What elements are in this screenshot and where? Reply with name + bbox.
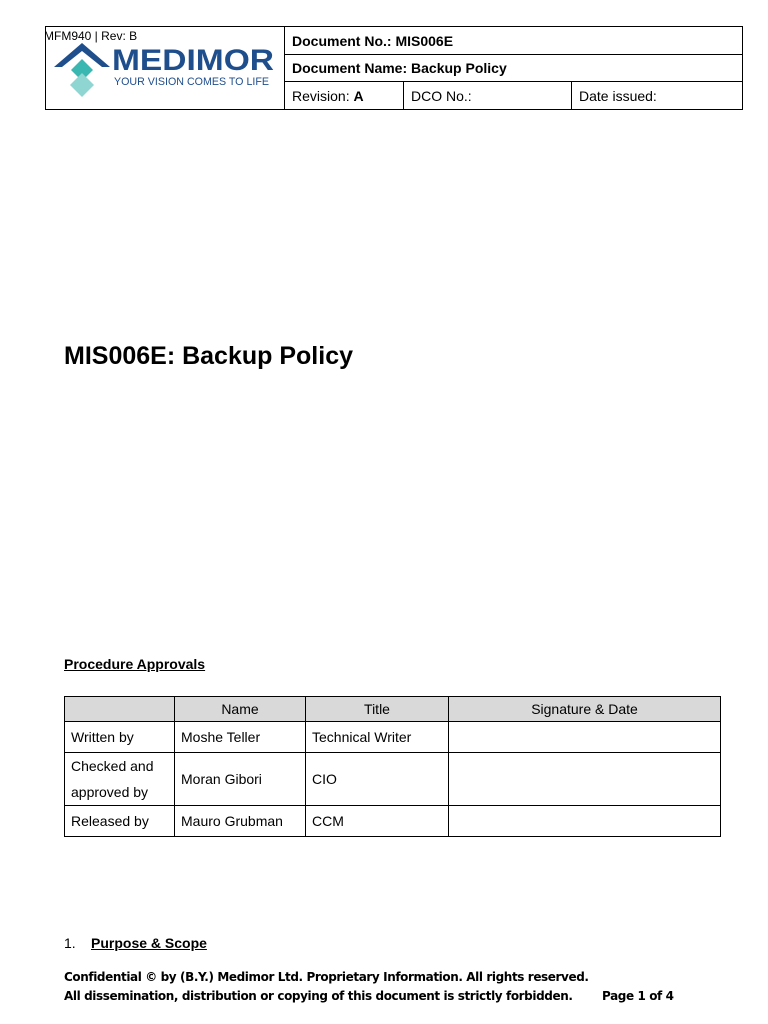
title-cell: CIO bbox=[306, 753, 449, 806]
name-cell: Moshe Teller bbox=[175, 722, 306, 753]
table-row bbox=[65, 753, 721, 806]
logo-tagline: YOUR VISION COMES TO LIFE bbox=[114, 76, 269, 88]
form-code: MFM940 | Rev: B bbox=[44, 29, 138, 43]
document-header-table bbox=[45, 26, 743, 110]
name-cell: Moran Gibori bbox=[175, 753, 306, 806]
document-title: MIS006E: Backup Policy bbox=[64, 342, 354, 370]
title-cell: Technical Writer bbox=[306, 722, 449, 753]
column-header-name: Name bbox=[175, 697, 306, 722]
section-heading-purpose-scope bbox=[64, 935, 207, 951]
revision-label: Revision: bbox=[292, 87, 350, 104]
document-name-value: Backup Policy bbox=[411, 60, 507, 76]
role-cell: Checked and approved by bbox=[65, 753, 175, 806]
footer-distribution-notice: All dissemination, distribution or copying of this document is strictly forbidden. bbox=[64, 989, 573, 1003]
signature-cell bbox=[449, 806, 721, 837]
approvals-heading: Procedure Approvals bbox=[64, 656, 206, 672]
revision-cell bbox=[285, 82, 404, 110]
document-number-label: Document No.: bbox=[292, 32, 392, 49]
revision-value: A bbox=[353, 87, 364, 104]
name-cell: Mauro Grubman bbox=[175, 806, 306, 837]
document-name-label: Document Name: bbox=[292, 60, 408, 76]
role-cell: Released by bbox=[65, 806, 175, 837]
table-row bbox=[65, 806, 721, 837]
logo-diamond-bottom bbox=[70, 73, 94, 97]
dco-number-cell bbox=[404, 82, 572, 110]
footer-confidential-notice: Confidential © by (B.Y.) Medimor Ltd. Proprietary Information. All rights reserved. bbox=[64, 970, 589, 984]
logo-wordmark: MEDIMOR bbox=[112, 44, 275, 77]
approvals-table bbox=[64, 696, 721, 837]
section-number: 1. bbox=[64, 935, 76, 951]
page-number: Page 1 of 4 bbox=[602, 989, 674, 1003]
signature-cell bbox=[449, 753, 721, 806]
approvals-header-row bbox=[65, 697, 721, 722]
document-number-value: MIS006E bbox=[395, 32, 454, 49]
dco-number-label: DCO No.: bbox=[411, 87, 472, 104]
section-title: Purpose & Scope bbox=[91, 935, 207, 951]
column-header-title: Title bbox=[306, 697, 449, 722]
title-cell: CCM bbox=[306, 806, 449, 837]
date-issued-label: Date issued: bbox=[579, 87, 657, 104]
signature-cell bbox=[449, 722, 721, 753]
column-header-role bbox=[65, 697, 175, 722]
document-number-cell bbox=[285, 27, 743, 55]
document-name-cell bbox=[285, 55, 743, 82]
date-issued-cell bbox=[572, 82, 743, 110]
role-cell: Written by bbox=[65, 722, 175, 753]
column-header-signature: Signature & Date bbox=[449, 697, 721, 722]
table-row bbox=[65, 722, 721, 753]
medimor-logo bbox=[52, 37, 280, 99]
